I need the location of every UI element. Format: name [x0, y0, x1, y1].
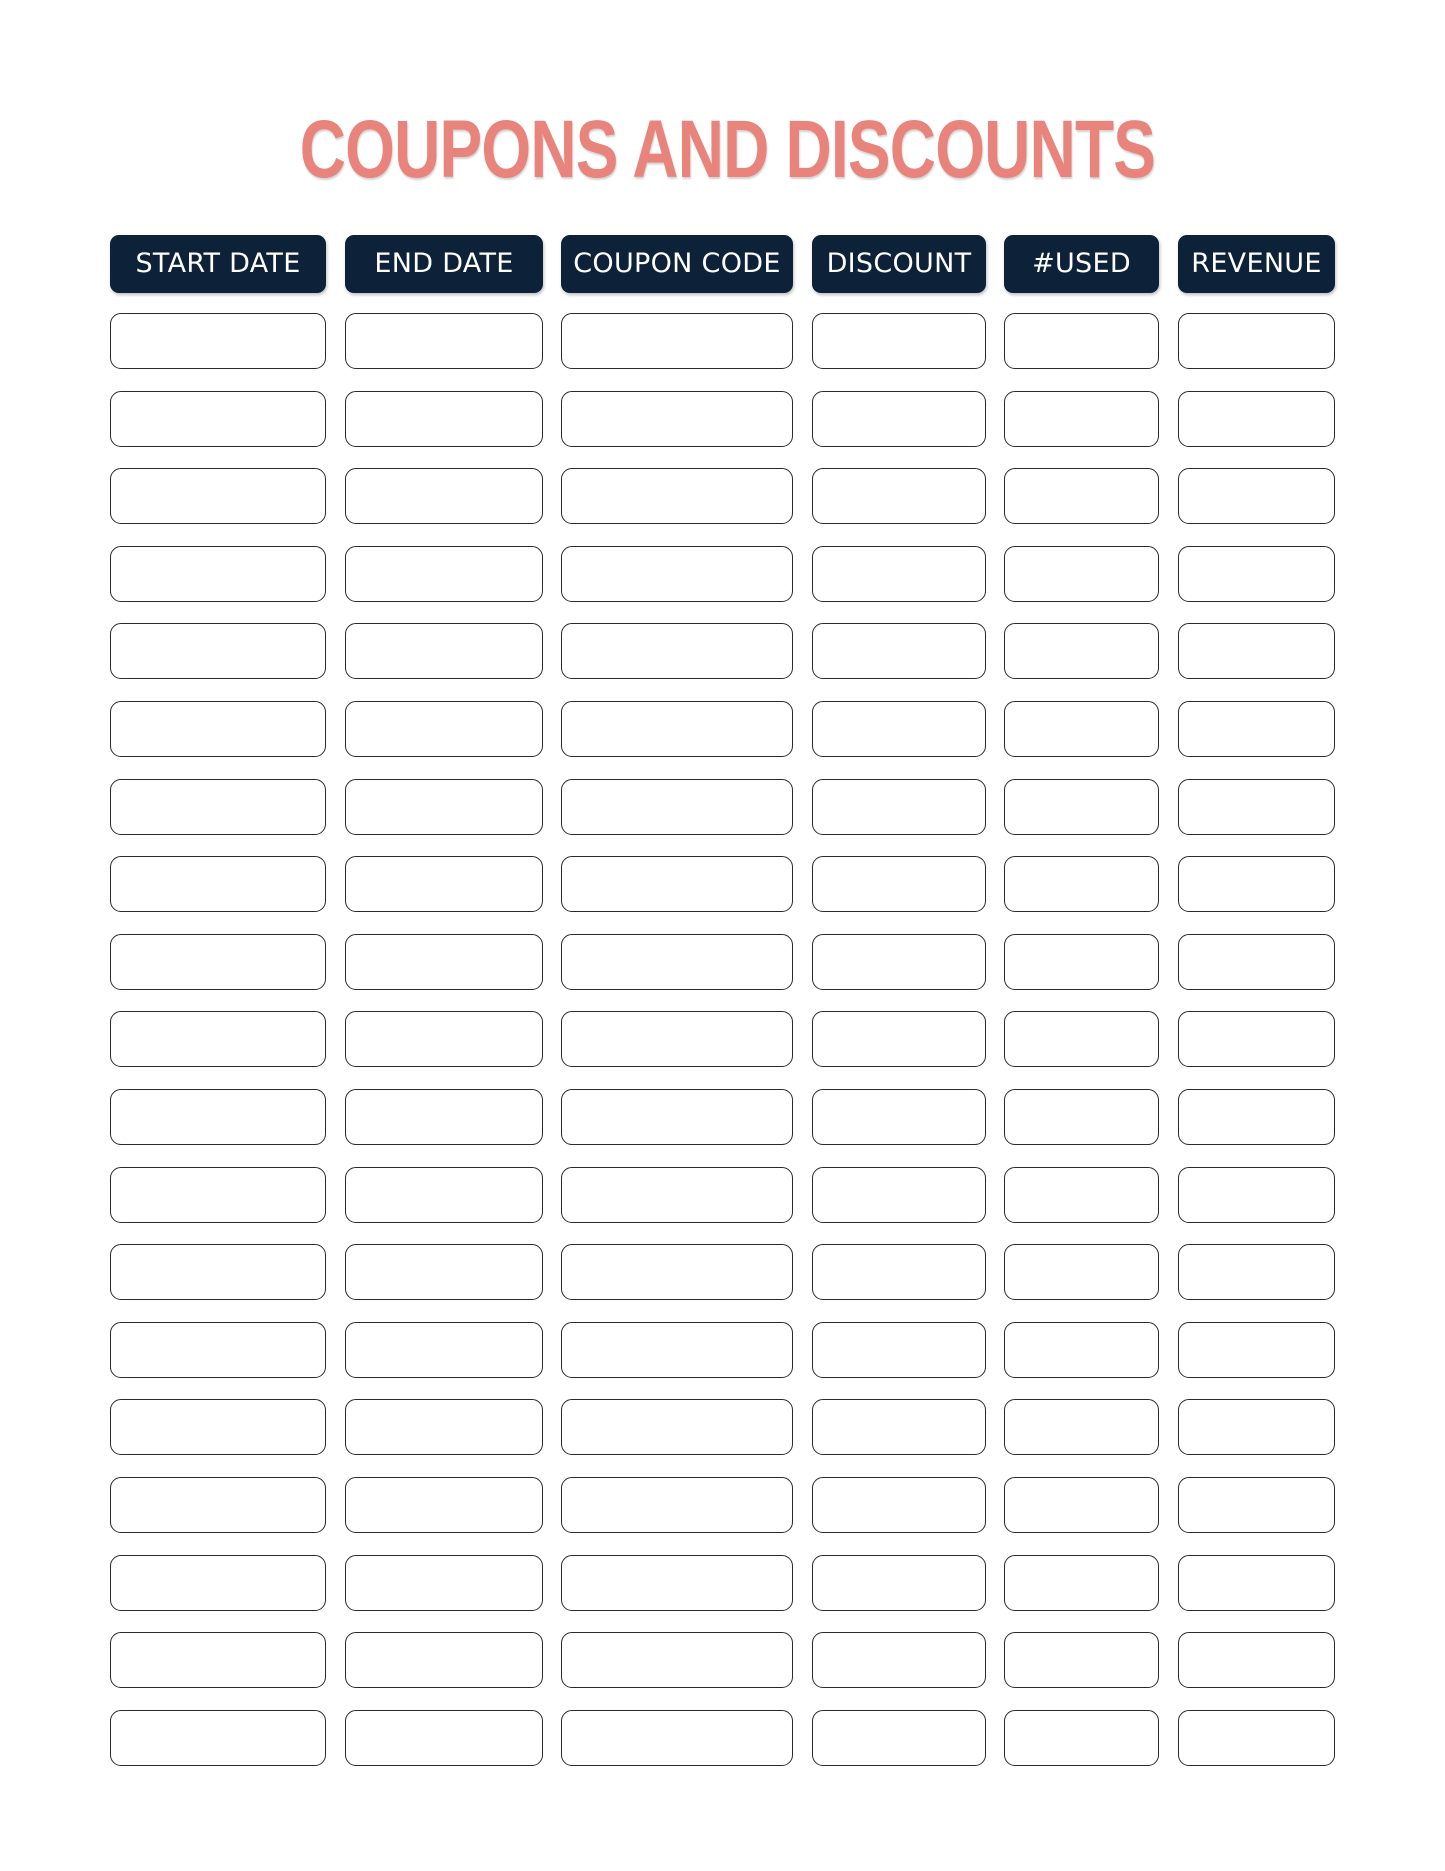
entry-cell-end-date[interactable]: [345, 313, 543, 369]
entry-cell-coupon-code[interactable]: [561, 701, 793, 757]
entry-cell-start-date[interactable]: [110, 1555, 326, 1611]
entry-cell-start-date[interactable]: [110, 391, 326, 447]
entry-cell-discount[interactable]: [812, 313, 986, 369]
entry-cell-discount[interactable]: [812, 1555, 986, 1611]
entry-cell-discount[interactable]: [812, 391, 986, 447]
entry-cell-used[interactable]: [1004, 1011, 1159, 1067]
entry-cell-start-date[interactable]: [110, 1399, 326, 1455]
entry-cell-start-date[interactable]: [110, 546, 326, 602]
entry-cell-used[interactable]: [1004, 1710, 1159, 1766]
entry-cell-discount[interactable]: [812, 1632, 986, 1688]
entry-cell-start-date[interactable]: [110, 1089, 326, 1145]
entry-cell-start-date[interactable]: [110, 701, 326, 757]
entry-cell-end-date[interactable]: [345, 701, 543, 757]
column-header-used: #USED: [1004, 235, 1159, 293]
entry-cell-start-date[interactable]: [110, 856, 326, 912]
entry-cell-coupon-code[interactable]: [561, 1632, 793, 1688]
entry-cell-revenue[interactable]: [1178, 546, 1335, 602]
entry-cell-start-date[interactable]: [110, 1322, 326, 1378]
entry-cell-revenue[interactable]: [1178, 1555, 1335, 1611]
entry-cell-coupon-code[interactable]: [561, 1555, 793, 1611]
entry-cell-coupon-code[interactable]: [561, 1244, 793, 1300]
entry-cell-discount[interactable]: [812, 1710, 986, 1766]
entry-cell-discount[interactable]: [812, 701, 986, 757]
entry-cell-used[interactable]: [1004, 1089, 1159, 1145]
entry-cell-coupon-code[interactable]: [561, 1167, 793, 1223]
entry-cell-start-date[interactable]: [110, 313, 326, 369]
entry-cell-end-date[interactable]: [345, 623, 543, 679]
entry-cell-revenue[interactable]: [1178, 623, 1335, 679]
entry-cell-start-date[interactable]: [110, 468, 326, 524]
column-header-revenue: REVENUE: [1178, 235, 1335, 293]
entry-cell-revenue[interactable]: [1178, 1089, 1335, 1145]
entry-cell-coupon-code[interactable]: [561, 468, 793, 524]
entry-cell-discount[interactable]: [812, 856, 986, 912]
entry-cell-discount[interactable]: [812, 1167, 986, 1223]
entry-cell-revenue[interactable]: [1178, 701, 1335, 757]
entry-cell-coupon-code[interactable]: [561, 1011, 793, 1067]
entry-cell-discount[interactable]: [812, 779, 986, 835]
entry-cell-end-date[interactable]: [345, 1244, 543, 1300]
entry-cell-end-date[interactable]: [345, 779, 543, 835]
entry-cell-discount[interactable]: [812, 546, 986, 602]
entry-cell-used[interactable]: [1004, 468, 1159, 524]
entry-cell-revenue[interactable]: [1178, 1710, 1335, 1766]
entry-cell-used[interactable]: [1004, 623, 1159, 679]
entry-cell-coupon-code[interactable]: [561, 1399, 793, 1455]
entry-cell-end-date[interactable]: [345, 1167, 543, 1223]
entry-cell-revenue[interactable]: [1178, 391, 1335, 447]
entry-cell-coupon-code[interactable]: [561, 391, 793, 447]
entry-cell-revenue[interactable]: [1178, 934, 1335, 990]
entry-cell-coupon-code[interactable]: [561, 1322, 793, 1378]
entry-cell-coupon-code[interactable]: [561, 779, 793, 835]
column-header-discount: DISCOUNT: [812, 235, 986, 293]
column-header-start-date: START DATE: [110, 235, 326, 293]
entry-cell-discount[interactable]: [812, 1322, 986, 1378]
entry-cell-start-date[interactable]: [110, 934, 326, 990]
entry-cell-discount[interactable]: [812, 1089, 986, 1145]
entry-cell-end-date[interactable]: [345, 1089, 543, 1145]
entry-cell-coupon-code[interactable]: [561, 623, 793, 679]
entry-cell-used[interactable]: [1004, 1244, 1159, 1300]
entry-cell-start-date[interactable]: [110, 1011, 326, 1067]
entry-cell-revenue[interactable]: [1178, 779, 1335, 835]
entry-cell-discount[interactable]: [812, 1477, 986, 1533]
entry-cell-used[interactable]: [1004, 391, 1159, 447]
entry-cell-end-date[interactable]: [345, 1555, 543, 1611]
entry-cell-used[interactable]: [1004, 1399, 1159, 1455]
column-header-end-date: END DATE: [345, 235, 543, 293]
entry-cell-end-date[interactable]: [345, 856, 543, 912]
entry-cell-coupon-code[interactable]: [561, 856, 793, 912]
entry-cell-end-date[interactable]: [345, 1477, 543, 1533]
entry-cell-discount[interactable]: [812, 1399, 986, 1455]
entry-cell-revenue[interactable]: [1178, 1244, 1335, 1300]
entry-cell-start-date[interactable]: [110, 623, 326, 679]
entry-cell-end-date[interactable]: [345, 1399, 543, 1455]
entry-cell-used[interactable]: [1004, 701, 1159, 757]
entry-cell-start-date[interactable]: [110, 1477, 326, 1533]
entry-cell-used[interactable]: [1004, 546, 1159, 602]
entry-cell-revenue[interactable]: [1178, 313, 1335, 369]
entry-cell-end-date[interactable]: [345, 468, 543, 524]
entry-cell-used[interactable]: [1004, 1322, 1159, 1378]
entry-cell-used[interactable]: [1004, 1555, 1159, 1611]
entry-cell-revenue[interactable]: [1178, 1322, 1335, 1378]
entry-cell-discount[interactable]: [812, 1244, 986, 1300]
entry-cell-used[interactable]: [1004, 1632, 1159, 1688]
column-header-coupon-code: COUPON CODE: [561, 235, 793, 293]
entry-cell-revenue[interactable]: [1178, 1167, 1335, 1223]
entry-cell-end-date[interactable]: [345, 1632, 543, 1688]
entry-cell-revenue[interactable]: [1178, 1477, 1335, 1533]
entry-cell-revenue[interactable]: [1178, 1399, 1335, 1455]
entry-cell-revenue[interactable]: [1178, 1632, 1335, 1688]
entry-cell-revenue[interactable]: [1178, 856, 1335, 912]
entry-cell-discount[interactable]: [812, 934, 986, 990]
entry-cell-start-date[interactable]: [110, 1632, 326, 1688]
entry-cell-discount[interactable]: [812, 468, 986, 524]
entry-cell-coupon-code[interactable]: [561, 934, 793, 990]
entry-cell-end-date[interactable]: [345, 934, 543, 990]
page-title: COUPONS AND DISCOUNTS: [299, 104, 1156, 195]
entry-cell-discount[interactable]: [812, 1011, 986, 1067]
entry-cell-used[interactable]: [1004, 313, 1159, 369]
entry-cell-coupon-code[interactable]: [561, 313, 793, 369]
entry-cell-start-date[interactable]: [110, 1710, 326, 1766]
entry-cell-end-date[interactable]: [345, 1011, 543, 1067]
entry-cell-start-date[interactable]: [110, 1244, 326, 1300]
entry-cell-coupon-code[interactable]: [561, 1477, 793, 1533]
entry-cell-end-date[interactable]: [345, 1322, 543, 1378]
entry-cell-used[interactable]: [1004, 934, 1159, 990]
entry-cell-revenue[interactable]: [1178, 468, 1335, 524]
entry-cell-end-date[interactable]: [345, 546, 543, 602]
entry-cell-used[interactable]: [1004, 856, 1159, 912]
entry-cell-coupon-code[interactable]: [561, 1710, 793, 1766]
entry-cell-revenue[interactable]: [1178, 1011, 1335, 1067]
entry-cell-discount[interactable]: [812, 623, 986, 679]
entry-cell-used[interactable]: [1004, 779, 1159, 835]
entry-cell-coupon-code[interactable]: [561, 1089, 793, 1145]
entry-cell-used[interactable]: [1004, 1477, 1159, 1533]
entry-cell-coupon-code[interactable]: [561, 546, 793, 602]
entry-cell-start-date[interactable]: [110, 779, 326, 835]
entry-cell-start-date[interactable]: [110, 1167, 326, 1223]
entry-cell-end-date[interactable]: [345, 1710, 543, 1766]
entry-cell-used[interactable]: [1004, 1167, 1159, 1223]
entry-cell-end-date[interactable]: [345, 391, 543, 447]
